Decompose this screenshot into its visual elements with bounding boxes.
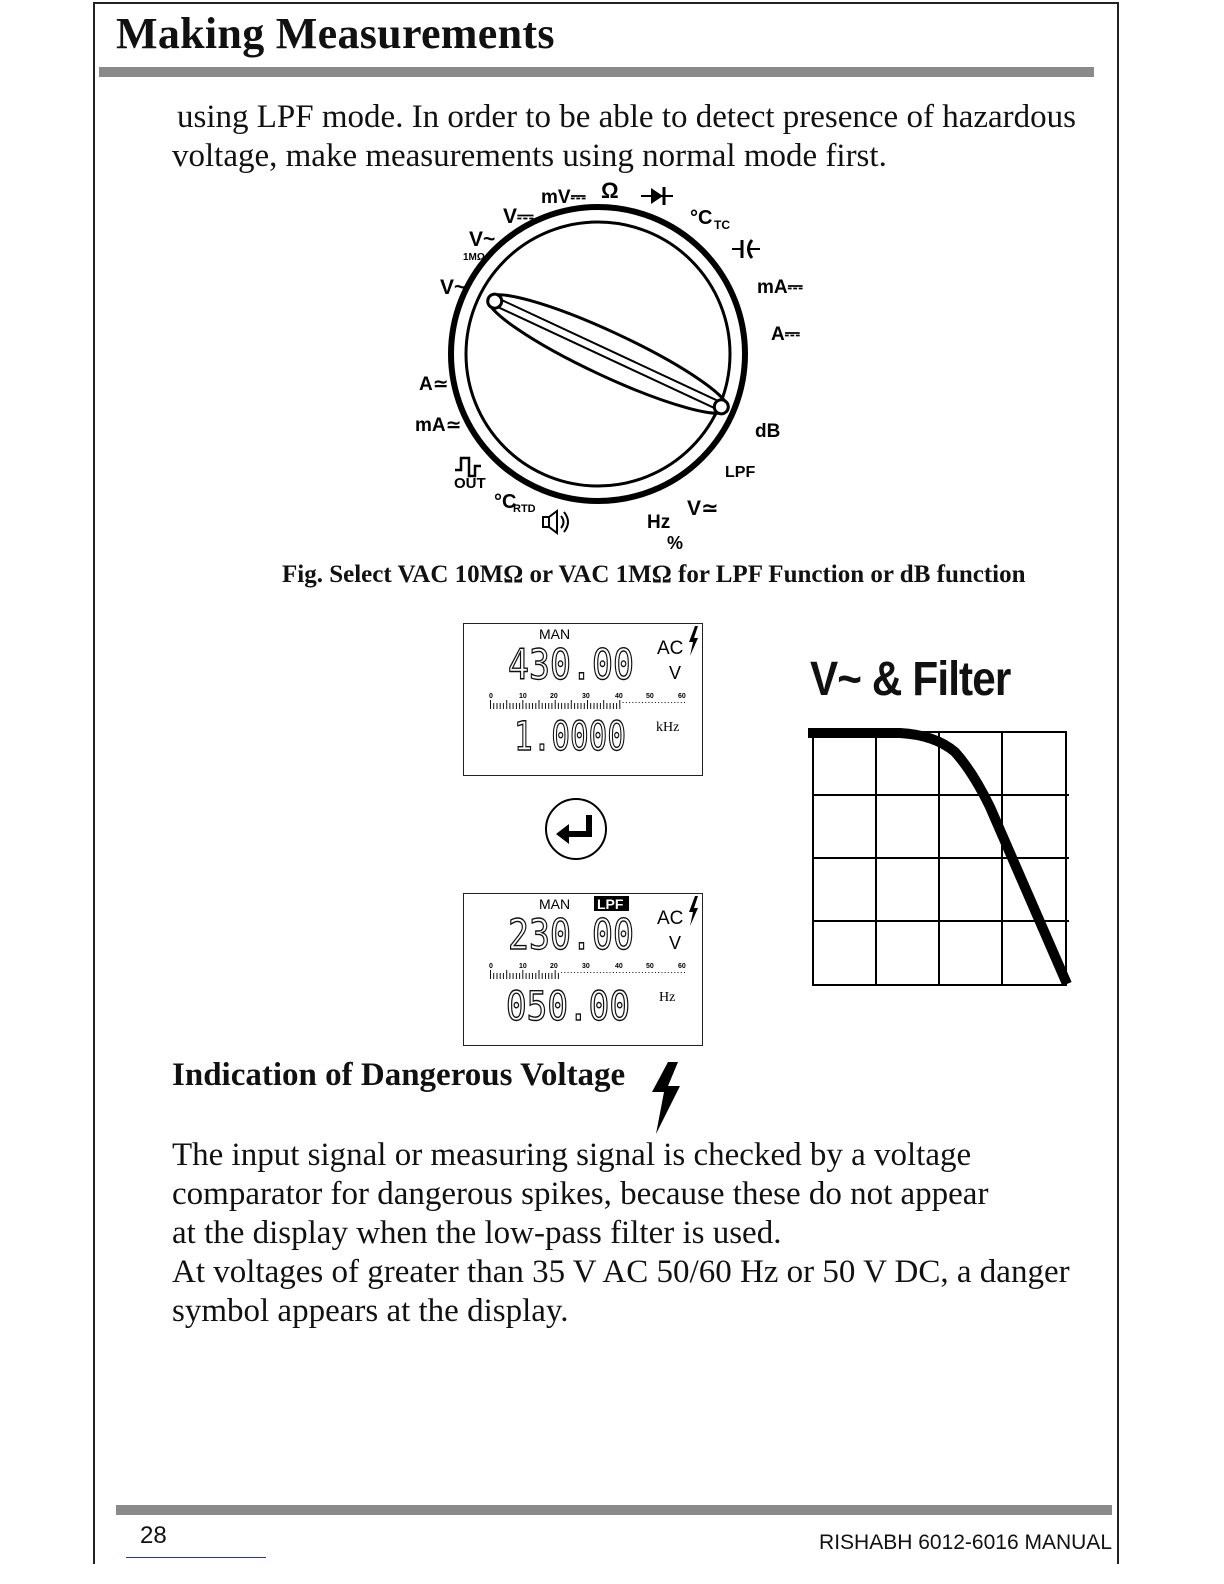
bar-segment-off bbox=[639, 702, 640, 703]
dial-label-db: dB bbox=[755, 421, 781, 442]
bar-segment-on bbox=[616, 703, 617, 709]
bar-segment-off bbox=[681, 702, 682, 703]
bar-segment-off bbox=[655, 702, 656, 703]
bar-segment-off bbox=[606, 972, 607, 973]
danger-bolt-icon bbox=[689, 896, 698, 926]
bar-segment-on bbox=[613, 703, 614, 709]
bar-segment-on bbox=[584, 703, 585, 709]
dial-label-1mohm: 1MΩ bbox=[463, 252, 485, 263]
bar-scale-label: 30 bbox=[582, 693, 590, 700]
bar-segment-off bbox=[658, 702, 659, 703]
lcd-display-lpf bbox=[463, 893, 703, 1046]
square-wave-icon bbox=[455, 458, 481, 476]
bar-segment-off bbox=[665, 702, 666, 703]
bar-segment-on bbox=[542, 973, 543, 979]
enter-button-icon bbox=[543, 796, 609, 862]
lcd-mode: MAN bbox=[539, 896, 571, 912]
bar-segment-off bbox=[665, 972, 666, 973]
bar-segment-on bbox=[522, 700, 523, 709]
bar-segment-on bbox=[606, 703, 607, 709]
dial-label-out: OUT bbox=[454, 475, 486, 492]
bar-segment-on bbox=[545, 973, 546, 979]
bar-segment-off bbox=[632, 972, 633, 973]
bar-segment-on bbox=[516, 703, 517, 709]
bar-scale-label: 60 bbox=[678, 963, 686, 970]
dial-label-ma-acdc: mA≃ bbox=[415, 415, 462, 436]
bar-segment-off bbox=[577, 972, 578, 973]
bar-scale-label: 50 bbox=[646, 963, 654, 970]
dial-label-v-ac-1m: V~ bbox=[469, 228, 496, 251]
bar-segment-off bbox=[658, 972, 659, 973]
bar-segment-on bbox=[532, 703, 533, 709]
lcd-ac-label: AC bbox=[657, 638, 684, 659]
bar-segment-off bbox=[642, 972, 643, 973]
page-title: Making Measurements bbox=[116, 9, 555, 58]
bar-segment-off bbox=[652, 702, 653, 703]
bar-segment-off bbox=[587, 972, 588, 973]
lcd-bargraph bbox=[490, 700, 685, 709]
dial-label-c-tc: °C bbox=[690, 207, 713, 229]
bar-segment-off bbox=[668, 972, 669, 973]
bar-segment-on bbox=[513, 703, 514, 709]
bar-segment-off bbox=[564, 972, 565, 973]
bar-segment-on bbox=[490, 700, 491, 709]
bar-segment-on bbox=[497, 703, 498, 709]
bar-segment-on bbox=[500, 973, 501, 979]
speaker-icon bbox=[543, 511, 568, 533]
bar-segment-off bbox=[674, 972, 675, 973]
lcd-display-normal bbox=[463, 623, 703, 776]
bar-segment-on bbox=[532, 973, 533, 979]
intro-line-2: voltage, make measurements using normal mode first. bbox=[172, 138, 887, 174]
bar-segment-on bbox=[529, 973, 530, 979]
bar-segment-off bbox=[678, 972, 679, 973]
bar-segment-off bbox=[655, 972, 656, 973]
bar-segment-on bbox=[542, 703, 543, 709]
body-line: At voltages of greater than 35 V AC 50/60 Hz or 50 V DC, a danger bbox=[172, 1254, 1070, 1290]
graph-grid bbox=[813, 732, 1069, 985]
bar-scale-label: 30 bbox=[582, 963, 590, 970]
bar-segment-off bbox=[645, 702, 646, 703]
bar-segment-on bbox=[558, 973, 559, 979]
bar-segment-on bbox=[600, 703, 601, 709]
lcd-display-lpf-screen bbox=[464, 894, 701, 1044]
bar-segment-off bbox=[581, 972, 582, 973]
bar-segment-off bbox=[661, 972, 662, 973]
intro-paragraph bbox=[172, 98, 1112, 176]
bar-segment-on bbox=[516, 973, 517, 979]
bar-segment-on bbox=[577, 703, 578, 709]
capacitor-icon bbox=[732, 240, 760, 258]
bar-segment-on bbox=[539, 970, 540, 979]
bar-segment-on bbox=[610, 703, 611, 709]
bar-segment-off bbox=[597, 972, 598, 973]
bar-segment-on bbox=[519, 703, 520, 709]
lcd-bargraph bbox=[490, 970, 685, 979]
bar-segment-on bbox=[519, 973, 520, 979]
danger-bolt-icon bbox=[689, 626, 698, 656]
body-line: The input signal or measuring signal is checked by a voltage bbox=[172, 1137, 972, 1173]
bar-segment-off bbox=[623, 972, 624, 973]
bar-segment-on bbox=[568, 703, 569, 709]
bar-segment-off bbox=[648, 702, 649, 703]
bar-segment-on bbox=[619, 700, 620, 709]
bar-segment-on bbox=[509, 973, 510, 979]
bar-scale-label: 50 bbox=[646, 693, 654, 700]
bar-segment-off bbox=[571, 972, 572, 973]
header-rule bbox=[99, 67, 1094, 77]
bar-segment-off bbox=[623, 702, 624, 703]
bar-segment-off bbox=[674, 702, 675, 703]
lcd-unit: V bbox=[669, 933, 682, 953]
rotary-switch-diagram bbox=[405, 172, 825, 557]
bar-segment-on bbox=[564, 703, 565, 709]
body-line: comparator for dangerous spikes, because these do not appear bbox=[172, 1176, 989, 1212]
dial-label-a-dc: A⎓ bbox=[771, 324, 800, 345]
bar-segment-on bbox=[590, 703, 591, 709]
bar-segment-on bbox=[490, 970, 491, 979]
lcd-sub-value: 050.00 bbox=[506, 984, 630, 1030]
bar-segment-off bbox=[671, 702, 672, 703]
bar-segment-off bbox=[684, 972, 685, 973]
lcd-sub-value: 1.0000 bbox=[514, 714, 626, 760]
bar-segment-off bbox=[636, 972, 637, 973]
bar-segment-off bbox=[671, 972, 672, 973]
bar-segment-off bbox=[616, 972, 617, 973]
bar-segment-off bbox=[668, 702, 669, 703]
bar-scale-label: 20 bbox=[550, 693, 558, 700]
diode-icon bbox=[641, 187, 673, 205]
bar-segment-on bbox=[535, 703, 536, 709]
bar-segment-on bbox=[551, 973, 552, 979]
bar-scale-labels bbox=[489, 963, 686, 970]
lcd-unit: V bbox=[669, 663, 682, 683]
lpf-badge: LPF bbox=[597, 896, 624, 912]
bar-segment-on bbox=[497, 973, 498, 979]
bar-segment-off bbox=[681, 972, 682, 973]
bar-segment-off bbox=[568, 972, 569, 973]
bar-segment-off bbox=[574, 972, 575, 973]
dial-label-rtd-sub: RTD bbox=[513, 503, 536, 515]
bar-segment-on bbox=[561, 703, 562, 709]
bar-segment-on bbox=[548, 973, 549, 979]
bar-segment-off bbox=[678, 702, 679, 703]
dial-label-mv: mV⎓ bbox=[541, 187, 586, 208]
bar-segment-on bbox=[529, 703, 530, 709]
bar-segment-on bbox=[526, 703, 527, 709]
bar-segment-off bbox=[610, 972, 611, 973]
bar-segment-off bbox=[626, 702, 627, 703]
dial-label-v-ac: V~ bbox=[440, 276, 467, 299]
bar-segment-off bbox=[561, 972, 562, 973]
bar-segment-on bbox=[581, 703, 582, 709]
dial-label-ohm: Ω bbox=[601, 178, 619, 203]
bar-segment-off bbox=[684, 702, 685, 703]
bar-segment-on bbox=[513, 973, 514, 979]
bar-segment-off bbox=[629, 702, 630, 703]
bar-segment-on bbox=[587, 700, 588, 709]
bar-segment-on bbox=[545, 703, 546, 709]
bar-segment-on bbox=[548, 703, 549, 709]
bar-segment-off bbox=[661, 702, 662, 703]
dial-label-percent: % bbox=[667, 533, 684, 553]
bar-segment-on bbox=[493, 703, 494, 709]
bar-segment-on bbox=[594, 703, 595, 709]
lcd-main-value: 430.00 bbox=[508, 640, 634, 689]
bar-scale-label: 40 bbox=[615, 693, 623, 700]
bar-segment-on bbox=[597, 703, 598, 709]
page-number-underline bbox=[126, 1557, 266, 1558]
bar-segment-on bbox=[493, 973, 494, 979]
dial-label-c-rtd: °C bbox=[494, 491, 517, 513]
bar-segment-off bbox=[636, 702, 637, 703]
bar-segment-off bbox=[613, 972, 614, 973]
bar-scale-label: 10 bbox=[519, 963, 527, 970]
bar-segment-on bbox=[539, 700, 540, 709]
section-heading-danger: Indication of Dangerous Voltage bbox=[172, 1057, 626, 1093]
bar-segment-on bbox=[506, 970, 507, 979]
lcd-main-value: 230.00 bbox=[508, 910, 634, 959]
bar-segment-off bbox=[652, 972, 653, 973]
dial-label-tc-sub: TC bbox=[714, 218, 730, 232]
bar-segment-on bbox=[522, 970, 523, 979]
bar-segment-off bbox=[645, 972, 646, 973]
dial-label-v-dc: V⎓ bbox=[503, 205, 534, 228]
bar-scale-label: 0 bbox=[489, 963, 493, 970]
bar-segment-on bbox=[551, 703, 552, 709]
manual-name: RISHABH 6012-6016 MANUAL bbox=[819, 1531, 1112, 1554]
figure-caption: Fig. Select VAC 10MΩ or VAC 1MΩ for LPF Function or dB function bbox=[282, 561, 1026, 588]
bar-segment-on bbox=[603, 700, 604, 709]
bar-segment-off bbox=[639, 972, 640, 973]
filter-response-graph bbox=[805, 722, 1075, 994]
bar-segment-off bbox=[632, 702, 633, 703]
bar-scale-label: 60 bbox=[678, 693, 686, 700]
bar-segment-on bbox=[503, 703, 504, 709]
body-line: at the display when the low-pass filter is used. bbox=[172, 1215, 782, 1251]
dial-label-lpf: LPF bbox=[725, 464, 756, 481]
bar-segment-off bbox=[594, 972, 595, 973]
bar-scale-label: 0 bbox=[489, 693, 493, 700]
bar-segment-off bbox=[603, 972, 604, 973]
body-line: symbol appears at the display. bbox=[172, 1293, 569, 1329]
bar-segment-off bbox=[600, 972, 601, 973]
lcd-sub-unit: kHz bbox=[656, 720, 680, 735]
lcd-mode: MAN bbox=[539, 626, 571, 642]
bar-segment-on bbox=[535, 973, 536, 979]
bar-segment-on bbox=[509, 703, 510, 709]
page-number: 28 bbox=[140, 1522, 167, 1549]
bar-scale-label: 10 bbox=[519, 693, 527, 700]
bar-segment-on bbox=[558, 703, 559, 709]
bar-segment-off bbox=[648, 972, 649, 973]
bar-segment-off bbox=[584, 972, 585, 973]
lcd-display-normal-screen bbox=[464, 624, 701, 774]
lcd-ac-label: AC bbox=[657, 908, 684, 929]
bar-segment-on bbox=[500, 703, 501, 709]
bar-segment-off bbox=[642, 702, 643, 703]
bar-segment-on bbox=[571, 700, 572, 709]
bar-segment-on bbox=[506, 700, 507, 709]
bar-segment-off bbox=[619, 972, 620, 973]
dial-label-ma-dc: mA⎓ bbox=[757, 277, 803, 298]
danger-bolt-icon bbox=[648, 1062, 684, 1134]
bar-scale-label: 40 bbox=[615, 963, 623, 970]
bar-segment-off bbox=[590, 972, 591, 973]
intro-line-1: using LPF mode. In order to be able to detect presence of hazardous bbox=[177, 99, 1076, 135]
bar-segment-on bbox=[574, 703, 575, 709]
lcd-sub-unit: Hz bbox=[659, 990, 676, 1005]
bar-scale-label: 20 bbox=[550, 963, 558, 970]
bar-segment-on bbox=[555, 970, 556, 979]
bar-segment-off bbox=[626, 972, 627, 973]
dial-label-hz: Hz bbox=[647, 512, 671, 533]
footer-rule bbox=[116, 1505, 1112, 1515]
bar-segment-on bbox=[503, 973, 504, 979]
dial-label-v-acdc: V≃ bbox=[687, 497, 719, 520]
bar-segment-on bbox=[555, 700, 556, 709]
bar-segment-off bbox=[629, 972, 630, 973]
danger-body bbox=[172, 1136, 1122, 1331]
dial-label-a-acdc: A≃ bbox=[419, 374, 449, 395]
filter-graph-title: V~ & Filter bbox=[810, 653, 1011, 706]
bar-segment-on bbox=[526, 973, 527, 979]
bar-scale-labels bbox=[489, 693, 686, 700]
